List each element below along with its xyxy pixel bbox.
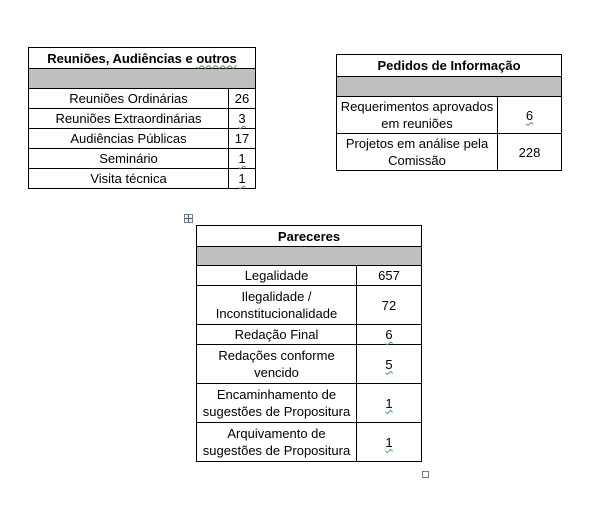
row-value: 657 <box>357 266 422 286</box>
row-label: Redação Final <box>197 325 357 345</box>
pareceres-table <box>196 225 422 462</box>
row-value-text: 1 <box>385 434 393 450</box>
table-row <box>29 89 256 109</box>
table-row <box>29 169 256 189</box>
row-value <box>357 345 422 384</box>
table-row <box>29 109 256 129</box>
row-value: 72 <box>357 286 422 325</box>
table-row <box>337 97 562 134</box>
row-label: Audiências Públicas <box>29 129 229 149</box>
table-resize-handle-icon[interactable] <box>422 471 429 478</box>
row-label: Reuniões Extraordinárias <box>29 109 229 129</box>
row-value <box>357 423 422 462</box>
row-value-text: 5 <box>385 356 393 372</box>
row-value <box>357 384 422 423</box>
shaded-row <box>29 69 256 89</box>
row-label: Redações conforme vencido <box>197 345 357 384</box>
reunioes-table <box>28 47 256 189</box>
row-value: 228 <box>498 134 562 171</box>
table-row <box>337 134 562 171</box>
table-row <box>197 325 422 345</box>
row-value-text: 6 <box>525 107 534 123</box>
row-value-text: 6 <box>385 327 393 342</box>
reunioes-title-last-word: outros <box>196 50 237 66</box>
shaded-row <box>197 247 422 266</box>
pareceres-table-title: Pareceres <box>197 226 422 247</box>
row-value: 1 <box>229 149 256 169</box>
row-label: Projetos em análise pela Comissão <box>337 134 498 171</box>
row-label: Legalidade <box>197 266 357 286</box>
row-label: Ilegalidade / Inconstitucionalidade <box>197 286 357 325</box>
row-value <box>357 325 422 345</box>
table-move-handle-icon[interactable] <box>184 214 193 223</box>
row-value: 3 <box>229 109 256 129</box>
row-label: Requerimentos aprovados em reuniões <box>337 97 498 134</box>
table-row <box>197 345 422 384</box>
row-label: Seminário <box>29 149 229 169</box>
row-value <box>498 97 562 134</box>
pedidos-table-title: Pedidos de Informação <box>337 55 562 77</box>
row-label: Visita técnica <box>29 169 229 189</box>
table-row <box>197 423 422 462</box>
row-label: Arquivamento de sugestões de Propositura <box>197 423 357 462</box>
table-row <box>29 129 256 149</box>
table-row <box>197 266 422 286</box>
table-row <box>29 149 256 169</box>
row-value: 1 <box>229 169 256 189</box>
row-label: Reuniões Ordinárias <box>29 89 229 109</box>
row-value: 17 <box>229 129 256 149</box>
row-label: Encaminhamento de sugestões de Propositura <box>197 384 357 423</box>
shaded-row <box>337 77 562 97</box>
row-value-text: 1 <box>385 395 393 411</box>
table-row <box>197 286 422 325</box>
table-row <box>197 384 422 423</box>
reunioes-table-title: Reuniões, Audiências e outros <box>29 48 256 69</box>
pedidos-table <box>336 54 562 171</box>
row-value: 26 <box>229 89 256 109</box>
